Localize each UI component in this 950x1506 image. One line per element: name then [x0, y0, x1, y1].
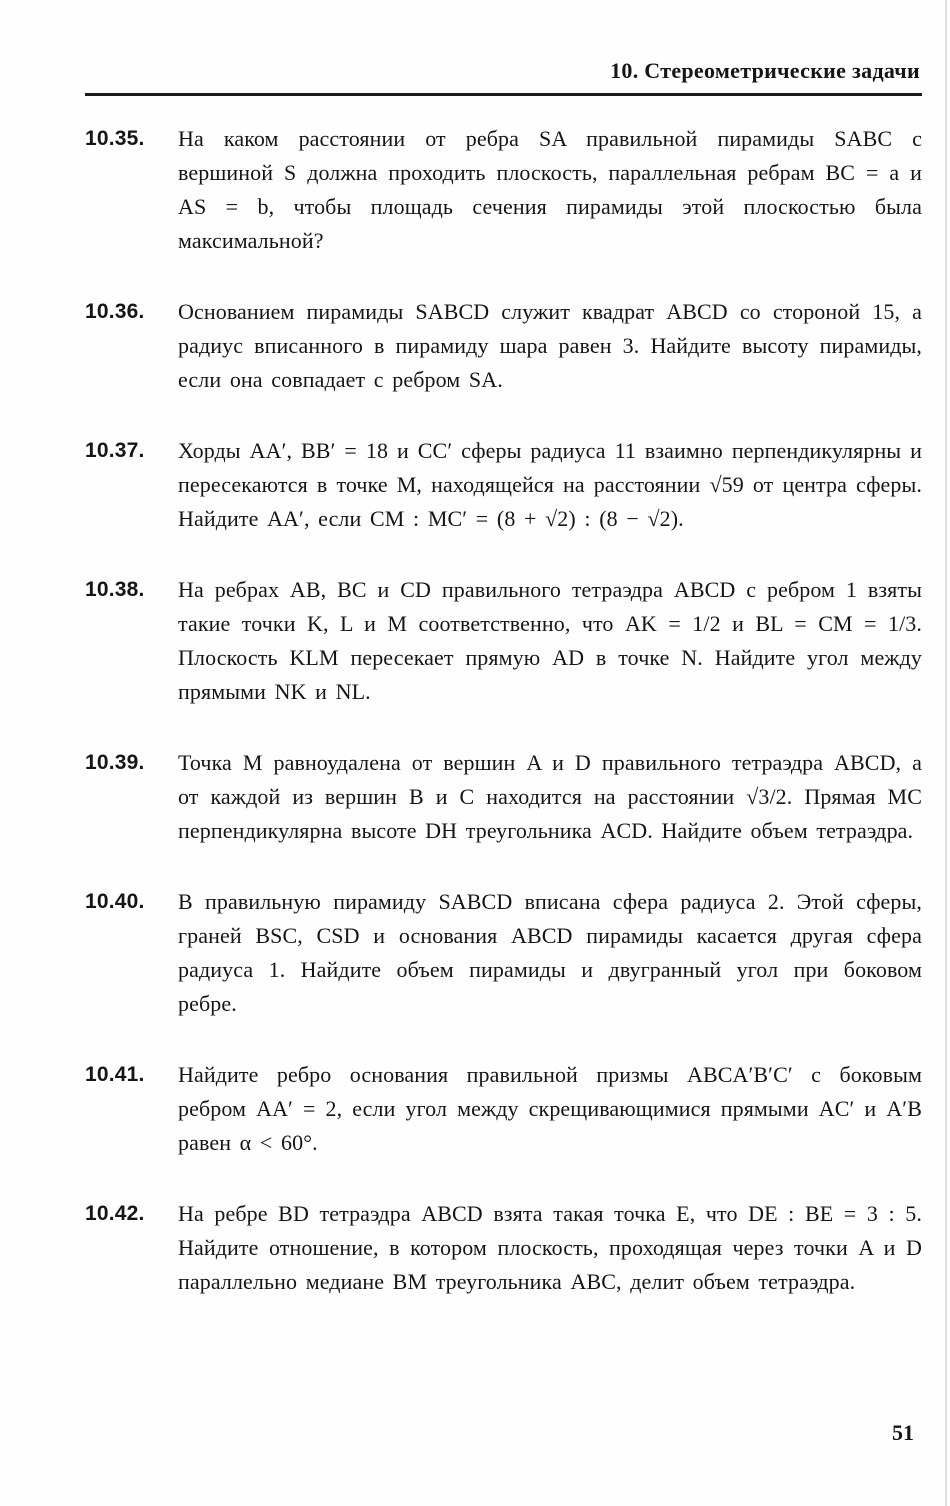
page-number: 51 [892, 1420, 914, 1445]
scan-edge-artifact [945, 0, 947, 1506]
problem-item [85, 434, 922, 536]
running-header [0, 0, 950, 84]
chapter-title: 10. Стереометрические задачи [610, 58, 920, 83]
problem-item [85, 573, 922, 709]
problem-text: На каком расстоянии от ребра SA правильной пирамиды SABC с вершиной S должна проходить плоскость, параллельная ребрам BC = a и AS = b, чтобы площадь сечения пирамиды этой плоскостью была максимальной? [178, 126, 922, 253]
problem-number: 10.38. [85, 578, 145, 601]
problem-number: 10.41. [85, 1063, 145, 1086]
problem-item [85, 1197, 922, 1299]
problem-text: Хорды AA′, BB′ = 18 и CC′ сферы радиуса 11 взаимно перпендикулярны и пересекаются в точке M, находящейся на расстоянии √59 от центра сферы. Найдите AA′, если CM : MC′ = (8 + √2) : (8 − √2). [178, 438, 922, 531]
problem-number: 10.39. [85, 751, 145, 774]
problem-text: Найдите ребро основания правильной призмы ABCA′B′C′ с боковым ребром AA′ = 2, если угол между скрещивающимися прямыми AC′ и A′B равен α < 60°. [178, 1062, 922, 1155]
problem-item [85, 885, 922, 1021]
problem-text: На ребрах AB, BC и CD правильного тетраэдра ABCD с ребром 1 взяты такие точки K, L и M соответственно, что AK = 1/2 и BL = CM = 1/3. Плоскость KLM пересекает прямую AD в точке N. Найдите угол между прямыми NK и NL. [178, 577, 922, 704]
problem-item [85, 122, 922, 258]
problem-text: В правильную пирамиду SABCD вписана сфера радиуса 2. Этой сферы, граней BSC, CSD и основания ABCD пирамиды касается другая сфера радиуса 1. Найдите объем пирамиды и двугранный угол при боковом ребре. [178, 889, 922, 1016]
problem-item [85, 1058, 922, 1160]
problem-text: Основанием пирамиды SABCD служит квадрат ABCD со стороной 15, а радиус вписанного в пирамиду шара равен 3. Найдите высоту пирамиды, если она совпадает с ребром SA. [178, 299, 922, 392]
problem-list [0, 96, 950, 1299]
problem-item [85, 295, 922, 397]
problem-text: На ребре BD тетраэдра ABCD взята такая точка E, что DE : BE = 3 : 5. Найдите отношение, в котором плоскость, проходящая через точки A и D параллельно медиане BM треугольника ABC, делит объем тетраэдра. [178, 1201, 922, 1294]
problem-number: 10.40. [85, 890, 145, 913]
problem-number: 10.36. [85, 300, 145, 323]
problem-text: Точка M равноудалена от вершин A и D правильного тетраэдра ABCD, а от каждой из вершин B и C находится на расстоянии √3/2. Прямая MC перпендикулярна высоте DH треугольника ACD. Найдите объем тетраэдра. [178, 750, 922, 843]
problem-number: 10.37. [85, 439, 145, 462]
problem-number: 10.42. [85, 1202, 145, 1225]
problem-item [85, 746, 922, 848]
problem-number: 10.35. [85, 127, 145, 150]
